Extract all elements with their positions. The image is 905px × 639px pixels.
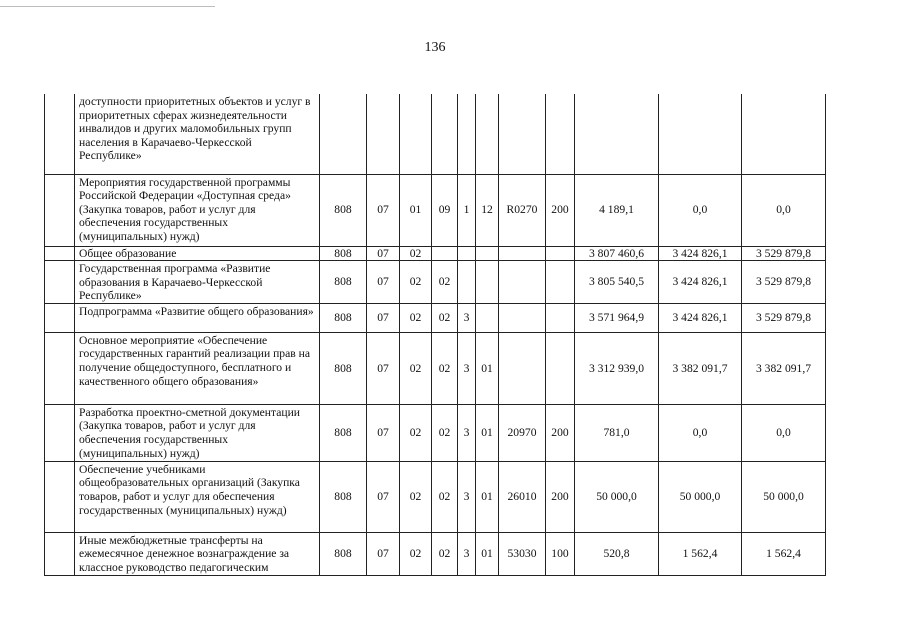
cell-program: 02 <box>432 261 458 304</box>
cell-sum-1: 50 000,0 <box>575 461 659 532</box>
cell-subsection: 02 <box>400 303 432 332</box>
cell-main-event: 12 <box>476 174 499 246</box>
cell-section: 07 <box>367 461 400 532</box>
cell-ministry: 808 <box>320 174 367 246</box>
cell-section: 07 <box>367 246 400 261</box>
page-number: 136 <box>424 40 446 55</box>
cell-ministry: 808 <box>320 404 367 461</box>
cell-direction <box>499 332 546 404</box>
cell-subsection: 02 <box>400 461 432 532</box>
cell-section: 07 <box>367 174 400 246</box>
cell-sum-1: 3 571 964,9 <box>575 303 659 332</box>
cell-ministry: 808 <box>320 303 367 332</box>
row-index-cell <box>45 246 75 261</box>
cell-subsection: 02 <box>400 332 432 404</box>
cell-ministry: 808 <box>320 532 367 575</box>
cell-ministry: 808 <box>320 461 367 532</box>
row-index-cell <box>45 261 75 304</box>
cell-expense-type <box>546 303 575 332</box>
cell-main-event <box>476 246 499 261</box>
cell-expense-type <box>546 94 575 174</box>
cell-subprogram <box>458 94 476 174</box>
cell-direction: R0270 <box>499 174 546 246</box>
row-name-cell: Иные межбюджетные трансферты на ежемесячное денежное вознаграждение за классное руководство педагогическим <box>75 532 320 575</box>
cell-direction: 53030 <box>499 532 546 575</box>
table-row <box>45 246 826 261</box>
cell-main-event: 01 <box>476 332 499 404</box>
cell-main-event <box>476 303 499 332</box>
cell-section: 07 <box>367 532 400 575</box>
cell-subprogram: 3 <box>458 532 476 575</box>
table-row <box>45 303 826 332</box>
table-row <box>45 461 826 532</box>
cell-subsection: 01 <box>400 174 432 246</box>
table-row <box>45 174 826 246</box>
cell-expense-type <box>546 261 575 304</box>
cell-subprogram: 3 <box>458 332 476 404</box>
cell-sum-3: 3 529 879,8 <box>742 303 826 332</box>
cell-sum-3: 1 562,4 <box>742 532 826 575</box>
cell-sum-1: 520,8 <box>575 532 659 575</box>
cell-subprogram <box>458 261 476 304</box>
cell-section: 07 <box>367 303 400 332</box>
cell-sum-2: 0,0 <box>659 404 742 461</box>
cell-sum-1: 3 805 540,5 <box>575 261 659 304</box>
row-index-cell <box>45 332 75 404</box>
cell-sum-1: 4 189,1 <box>575 174 659 246</box>
row-name-cell: Государственная программа «Развитие образования в Карачаево-Черкесской Республике» <box>75 261 320 304</box>
cell-sum-3 <box>742 94 826 174</box>
cell-ministry: 808 <box>320 246 367 261</box>
cell-subsection: 02 <box>400 404 432 461</box>
cell-sum-1 <box>575 94 659 174</box>
cell-section: 07 <box>367 404 400 461</box>
cell-main-event: 01 <box>476 532 499 575</box>
cell-sum-2: 0,0 <box>659 174 742 246</box>
table-row <box>45 332 826 404</box>
cell-sum-1: 781,0 <box>575 404 659 461</box>
cell-sum-2: 3 424 826,1 <box>659 303 742 332</box>
cell-subprogram: 3 <box>458 404 476 461</box>
cell-expense-type: 200 <box>546 174 575 246</box>
cell-expense-type <box>546 332 575 404</box>
cell-sum-3: 0,0 <box>742 404 826 461</box>
cell-subprogram: 3 <box>458 461 476 532</box>
cell-direction <box>499 303 546 332</box>
cell-expense-type <box>546 246 575 261</box>
row-index-cell <box>45 532 75 575</box>
cell-expense-type: 100 <box>546 532 575 575</box>
cell-expense-type: 200 <box>546 404 575 461</box>
cell-sum-3: 3 382 091,7 <box>742 332 826 404</box>
cell-sum-2: 1 562,4 <box>659 532 742 575</box>
cell-ministry: 808 <box>320 332 367 404</box>
cell-program <box>432 246 458 261</box>
table-row <box>45 404 826 461</box>
row-name-cell: Общее образование <box>75 246 320 261</box>
row-name-cell: Обеспечение учебниками общеобразовательных организаций (Закупка товаров, работ и услуг для обеспечения государственных (муниципальных) нужд) <box>75 461 320 532</box>
cell-program: 02 <box>432 532 458 575</box>
cell-sum-1: 3 807 460,6 <box>575 246 659 261</box>
cell-main-event: 01 <box>476 404 499 461</box>
row-index-cell <box>45 303 75 332</box>
row-name-cell: Мероприятия государственной программы Российской Федерации «Доступная среда» (Закупка товаров, работ и услуг для обеспечения государственных (муниципальных) нужд) <box>75 174 320 246</box>
cell-program: 09 <box>432 174 458 246</box>
table-row <box>45 532 826 575</box>
cell-section: 07 <box>367 332 400 404</box>
cell-direction: 20970 <box>499 404 546 461</box>
row-name-cell: Подпрограмма «Развитие общего образования» <box>75 303 320 332</box>
row-name-cell: Разработка проектно-сметной документации (Закупка товаров, работ и услуг для обеспечения государственных (муниципальных) нужд) <box>75 404 320 461</box>
cell-subsection <box>400 94 432 174</box>
cell-sum-2: 3 382 091,7 <box>659 332 742 404</box>
cell-main-event <box>476 261 499 304</box>
cell-program: 02 <box>432 461 458 532</box>
cell-ministry <box>320 94 367 174</box>
cell-main-event: 01 <box>476 461 499 532</box>
cell-subprogram: 1 <box>458 174 476 246</box>
cell-program: 02 <box>432 303 458 332</box>
cell-program: 02 <box>432 332 458 404</box>
cell-sum-3: 0,0 <box>742 174 826 246</box>
cell-sum-2: 3 424 826,1 <box>659 246 742 261</box>
cell-subsection: 02 <box>400 261 432 304</box>
cell-direction <box>499 246 546 261</box>
row-index-cell <box>45 174 75 246</box>
cell-direction: 26010 <box>499 461 546 532</box>
cell-section <box>367 94 400 174</box>
row-index-cell <box>45 404 75 461</box>
row-name-cell: Основное мероприятие «Обеспечение государственных гарантий реализации прав на получение общедоступного, бесплатного и качественного общего образования» <box>75 332 320 404</box>
cell-subsection: 02 <box>400 246 432 261</box>
cell-sum-3: 3 529 879,8 <box>742 246 826 261</box>
cell-subprogram <box>458 246 476 261</box>
cell-subsection: 02 <box>400 532 432 575</box>
cell-sum-2 <box>659 94 742 174</box>
cell-sum-2: 50 000,0 <box>659 461 742 532</box>
cell-subprogram: 3 <box>458 303 476 332</box>
cell-sum-1: 3 312 939,0 <box>575 332 659 404</box>
cell-direction <box>499 261 546 304</box>
row-index-cell <box>45 94 75 174</box>
cell-sum-2: 3 424 826,1 <box>659 261 742 304</box>
cell-ministry: 808 <box>320 261 367 304</box>
row-name-cell: доступности приоритетных объектов и услуг в приоритетных сферах жизнедеятельности инвалидов и других маломобильных групп населения в Карачаево-Черкесской Республике» <box>75 94 320 174</box>
scan-artifact-line <box>0 6 215 7</box>
cell-section: 07 <box>367 261 400 304</box>
budget-table-body <box>45 94 826 575</box>
cell-direction <box>499 94 546 174</box>
cell-sum-3: 50 000,0 <box>742 461 826 532</box>
table-row <box>45 261 826 304</box>
budget-table <box>44 94 826 576</box>
cell-sum-3: 3 529 879,8 <box>742 261 826 304</box>
cell-program: 02 <box>432 404 458 461</box>
table-row <box>45 94 826 174</box>
cell-main-event <box>476 94 499 174</box>
cell-expense-type: 200 <box>546 461 575 532</box>
row-index-cell <box>45 461 75 532</box>
cell-program <box>432 94 458 174</box>
